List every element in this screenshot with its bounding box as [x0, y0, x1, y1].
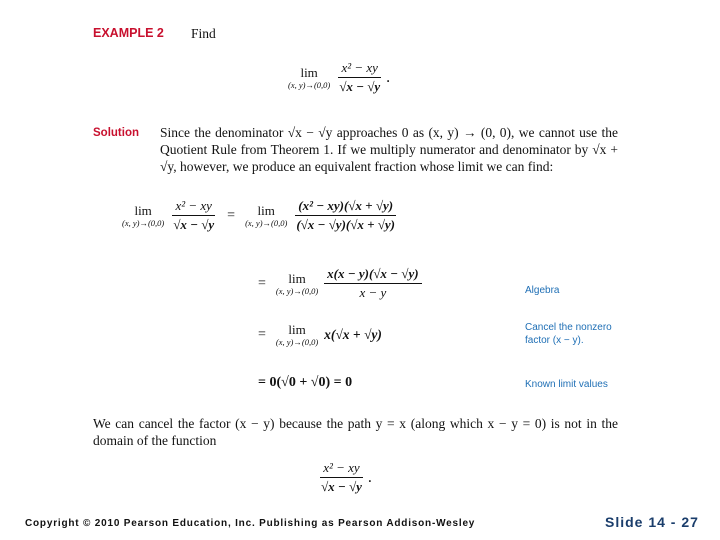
step-3 — [258, 322, 382, 347]
example-period: . — [386, 68, 391, 86]
equals-sign: = — [227, 207, 236, 223]
step-2 — [258, 266, 422, 301]
step-1-rhs-fraction — [293, 198, 398, 233]
note-algebra: Algebra — [525, 285, 560, 296]
step-3-expression: x(√x + √y) — [324, 326, 382, 342]
step-1 — [122, 198, 398, 233]
closing-period: . — [367, 468, 372, 486]
closing-numerator: x² − xy — [320, 460, 362, 478]
equals-sign: = — [258, 326, 266, 342]
step-1-lhs-denominator: √x − √y — [173, 217, 215, 232]
slide-number: Slide 14 - 27 — [605, 514, 699, 530]
step-2-fraction — [324, 266, 421, 301]
step-2-numerator: x(x − y)(√x − √y) — [324, 266, 421, 284]
step-4 — [258, 375, 352, 391]
find-text: Find — [191, 26, 216, 41]
example-expression — [288, 60, 390, 95]
lim-operator: lim (x, y)→(0,0) — [245, 203, 288, 228]
note-cancel-factor: Cancel the nonzero factor (x − y). — [525, 322, 612, 346]
solution-label: Solution — [93, 127, 139, 139]
note-known-limit: Known limit values — [525, 379, 608, 390]
lim-operator: lim (x, y)→(0,0) — [122, 203, 165, 228]
example-label: EXAMPLE 2 — [93, 26, 164, 40]
example-numerator: x² − xy — [338, 60, 380, 78]
equals-sign: = — [258, 275, 266, 291]
example-denominator: √x − √y — [339, 79, 381, 94]
closing-expression — [318, 460, 372, 495]
lim-operator: lim (x, y)→(0,0) — [275, 271, 319, 296]
closing-paragraph: We can cancel the factor (x − y) because the path y = x (along which x − y = 0) is not in the domain of the function — [93, 416, 618, 448]
closing-fraction — [318, 460, 365, 495]
step-1-rhs-denominator: (√x − √y)(√x + √y) — [296, 217, 396, 232]
step-2-denominator: x − y — [359, 285, 387, 300]
closing-denominator: √x − √y — [321, 479, 362, 494]
step-1-rhs-numerator: (x² − xy)(√x + √y) — [295, 198, 396, 216]
step-1-lhs-fraction — [170, 198, 217, 233]
step-1-lhs-numerator: x² − xy — [172, 198, 214, 216]
copyright-text: Copyright © 2010 Pearson Education, Inc. Publishing as Pearson Addison-Wesley — [25, 518, 476, 529]
step-4-expression: = 0(√0 + √0) = 0 — [258, 375, 353, 390]
solution-paragraph: Since the denominator √x − √y approaches 0 as (x, y) → (0, 0), we cannot use the Quotient Rule from Theorem 1. If we multiply numerator and denominator by √x + √y, however, we produce an equivalent fraction whose limit we can find: — [160, 125, 618, 174]
example-fraction — [336, 60, 383, 95]
lim-operator: lim (x, y)→(0,0) — [275, 322, 319, 347]
lim-operator: lim (x, y)→(0,0) — [288, 65, 331, 90]
